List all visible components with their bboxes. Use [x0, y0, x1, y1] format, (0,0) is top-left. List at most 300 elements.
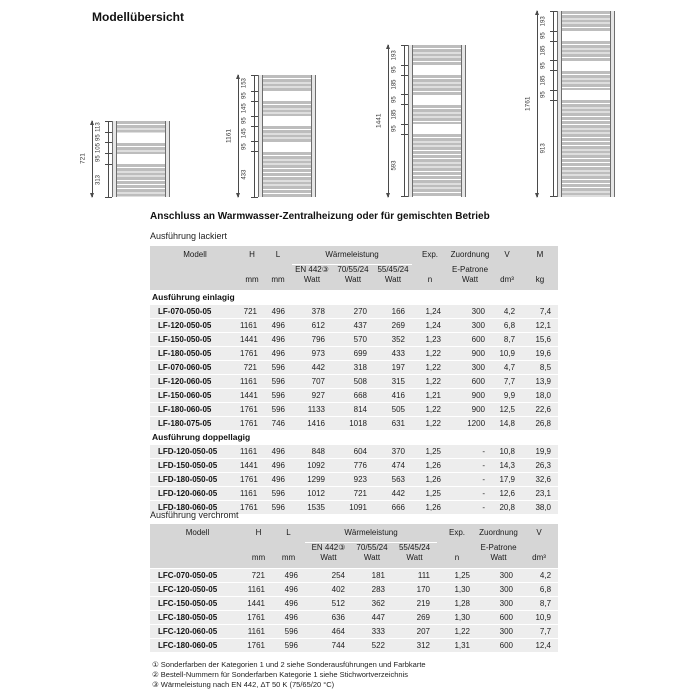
table-row: [150, 389, 558, 403]
column-header: [245, 543, 272, 554]
dimension-segment: [541, 31, 557, 41]
dimension-label: 95: [241, 92, 248, 100]
value-cell: 1,30: [437, 583, 477, 597]
value-cell: 300: [477, 583, 520, 597]
value-cell: 166: [374, 305, 412, 319]
model-cell: LF-070-050-05: [150, 305, 240, 319]
dimension-label: 313: [95, 175, 102, 186]
model-cell: LF-180-075-05: [150, 417, 240, 431]
value-cell: 433: [374, 347, 412, 361]
table-row: [150, 347, 558, 361]
column-header: [437, 543, 477, 554]
value-cell: 746: [264, 417, 292, 431]
value-cell: 796: [292, 333, 332, 347]
value-cell: 7,4: [522, 305, 558, 319]
value-cell: 1,31: [437, 639, 477, 653]
group-heading: Ausführung doppellagig: [150, 430, 558, 445]
column-header: 55/45/24: [392, 543, 437, 554]
segment-dimension-chain: [392, 45, 408, 197]
value-cell: 1,22: [437, 625, 477, 639]
value-cell: 596: [264, 501, 292, 515]
dimension-label: 95: [391, 67, 398, 74]
value-cell: 1761: [245, 639, 272, 653]
towel-gap: [117, 133, 165, 143]
value-cell: 254: [305, 569, 352, 583]
value-cell: 15,6: [522, 333, 558, 347]
value-cell: 900: [448, 389, 492, 403]
column-header: 55/45/24: [374, 265, 412, 276]
value-cell: 973: [292, 347, 332, 361]
value-cell: 12,5: [492, 403, 522, 417]
radiator-drawings: [0, 0, 700, 205]
side-rail: [557, 11, 562, 197]
value-cell: 197: [374, 361, 412, 375]
value-cell: 283: [352, 583, 392, 597]
value-cell: -: [448, 459, 492, 473]
value-cell: 631: [374, 417, 412, 431]
dimension-label: 913: [540, 143, 547, 154]
value-cell: 6,8: [492, 319, 522, 333]
value-cell: 4,7: [492, 361, 522, 375]
column-header: E-Patrone: [448, 265, 492, 276]
footnotes: [152, 660, 426, 690]
value-cell: 1,23: [412, 333, 448, 347]
dimension-label: 185: [540, 75, 547, 86]
model-cell: LFC-180-050-05: [150, 611, 245, 625]
column-header: Watt: [305, 553, 352, 569]
column-header: Watt: [374, 275, 412, 290]
side-rail: [408, 45, 413, 197]
value-cell: 1441: [240, 459, 264, 473]
model-cell: LFC-070-050-05: [150, 569, 245, 583]
value-cell: 315: [374, 375, 412, 389]
dimension-label: 185: [540, 46, 547, 57]
value-cell: 636: [305, 611, 352, 625]
tube-group: [562, 41, 610, 61]
value-cell: 1299: [292, 473, 332, 487]
tube-group: [263, 101, 311, 116]
value-cell: 596: [264, 403, 292, 417]
value-cell: 312: [392, 639, 437, 653]
towel-gap: [263, 91, 311, 101]
value-cell: 570: [332, 333, 374, 347]
value-cell: 23,1: [522, 487, 558, 501]
value-cell: 300: [448, 305, 492, 319]
column-header: H: [240, 246, 264, 265]
value-cell: 604: [332, 445, 374, 459]
dimension-segment: [96, 143, 112, 154]
value-cell: 1,26: [412, 473, 448, 487]
value-cell: 1441: [240, 333, 264, 347]
value-cell: 6,8: [520, 583, 558, 597]
column-header: [150, 265, 240, 276]
value-cell: 13,9: [522, 375, 558, 389]
overall-height-label: 1161: [225, 129, 233, 143]
value-cell: 10,9: [520, 611, 558, 625]
value-cell: 1,25: [412, 487, 448, 501]
footnote-line: ① Sonderfarben der Kategorien 1 und 2 siehe Sonderausführungen und Farbkarte: [152, 660, 426, 669]
column-header: H: [245, 524, 272, 543]
value-cell: 402: [305, 583, 352, 597]
value-cell: 1,22: [412, 403, 448, 417]
tube-group: [562, 11, 610, 31]
column-header: EN 442③: [305, 543, 352, 554]
value-cell: 1761: [240, 501, 264, 515]
page-title: Modellübersicht: [92, 10, 185, 24]
tube-group: [117, 164, 165, 197]
model-cell: LFC-180-060-05: [150, 639, 245, 653]
side-rail: [112, 121, 117, 197]
table-row: [150, 583, 558, 597]
header-row: [150, 543, 558, 554]
tube-group: [413, 134, 461, 197]
group-heading: Ausführung einlagig: [150, 290, 558, 305]
dimension-label: 185: [391, 109, 398, 120]
value-cell: 474: [374, 459, 412, 473]
tube-group: [413, 105, 461, 125]
radiator-body: [557, 11, 615, 197]
model-cell: LFC-150-050-05: [150, 597, 245, 611]
model-cell: LFD-180-060-05: [150, 501, 240, 515]
table-row: [150, 403, 558, 417]
overall-height-label: 1441: [375, 113, 383, 129]
radiator-drawing-721: [79, 121, 170, 197]
column-header: [412, 265, 448, 276]
dimension-label: 185: [391, 80, 398, 91]
value-cell: 8,5: [522, 361, 558, 375]
value-cell: 1535: [292, 501, 332, 515]
column-header: Watt: [352, 553, 392, 569]
value-cell: 848: [292, 445, 332, 459]
header-row: [150, 265, 558, 276]
value-cell: 1161: [240, 487, 264, 501]
value-cell: 17,9: [492, 473, 522, 487]
value-cell: 744: [305, 639, 352, 653]
towel-gap: [263, 116, 311, 126]
group-heading-row: [150, 290, 558, 305]
value-cell: 496: [272, 597, 305, 611]
side-rail: [461, 45, 466, 197]
dimension-label: 95: [391, 96, 398, 104]
dimension-label: 95: [241, 143, 248, 151]
tube-group: [263, 126, 311, 141]
dimension-label: 105: [95, 143, 102, 154]
table-row: [150, 611, 558, 625]
column-header: Modell: [150, 524, 245, 543]
value-cell: 416: [374, 389, 412, 403]
column-header: Exp.: [412, 246, 448, 265]
table-caption-lackiert: Ausführung lackiert: [150, 231, 228, 241]
dimension-line: [388, 45, 389, 197]
dimension-segment: [242, 126, 258, 141]
model-cell: LFD-150-050-05: [150, 459, 240, 473]
model-cell: LFC-120-060-05: [150, 625, 245, 639]
value-cell: 38,0: [522, 501, 558, 515]
column-header: Modell: [150, 246, 240, 265]
column-header: Wärmeleistung: [305, 524, 437, 543]
value-cell: 9,9: [492, 389, 522, 403]
radiator-body: [408, 45, 466, 197]
value-cell: 1161: [245, 625, 272, 639]
column-header: [240, 265, 264, 276]
dimension-segment: [541, 11, 557, 31]
value-cell: 333: [352, 625, 392, 639]
value-cell: 666: [374, 501, 412, 515]
table-row: [150, 445, 558, 459]
model-cell: LFD-120-050-05: [150, 445, 240, 459]
value-cell: 1,21: [412, 389, 448, 403]
model-cell: LFD-120-060-05: [150, 487, 240, 501]
column-header: L: [264, 246, 292, 265]
column-header: mm: [272, 553, 305, 569]
value-cell: 1,22: [412, 375, 448, 389]
value-cell: 1161: [240, 319, 264, 333]
value-cell: 1761: [240, 473, 264, 487]
value-cell: 18,0: [522, 389, 558, 403]
value-cell: 170: [392, 583, 437, 597]
value-cell: 442: [292, 361, 332, 375]
value-cell: 1012: [292, 487, 332, 501]
value-cell: 19,6: [522, 347, 558, 361]
table-row: [150, 361, 558, 375]
value-cell: 8,7: [492, 333, 522, 347]
dimension-segment: [96, 154, 112, 164]
column-header: Zuordnung: [448, 246, 492, 265]
value-cell: 512: [305, 597, 352, 611]
value-cell: 1,26: [412, 459, 448, 473]
value-cell: 4,2: [520, 569, 558, 583]
value-cell: 496: [264, 473, 292, 487]
table-row: [150, 375, 558, 389]
value-cell: 32,6: [522, 473, 558, 487]
column-header: [150, 543, 245, 554]
value-cell: 370: [374, 445, 412, 459]
dimension-label: 95: [95, 134, 102, 142]
dimension-line: [238, 75, 239, 197]
column-header: V: [492, 246, 522, 265]
value-cell: 612: [292, 319, 332, 333]
value-cell: 505: [374, 403, 412, 417]
tube-group: [562, 71, 610, 91]
column-header: kg: [522, 275, 558, 290]
dimension-label: 95: [391, 126, 398, 133]
value-cell: 464: [305, 625, 352, 639]
towel-gap: [413, 65, 461, 75]
side-rail: [258, 75, 263, 197]
value-cell: 600: [477, 639, 520, 653]
column-header: dm³: [492, 275, 522, 290]
table-row: [150, 487, 558, 501]
column-header: mm: [245, 553, 272, 569]
value-cell: 596: [264, 389, 292, 403]
value-cell: 14,8: [492, 417, 522, 431]
dimension-label: 95: [540, 92, 547, 99]
value-cell: 26,3: [522, 459, 558, 473]
value-cell: -: [448, 445, 492, 459]
table-row: [150, 417, 558, 431]
tube-group: [117, 143, 165, 154]
table-row: [150, 473, 558, 487]
header-row: [150, 246, 558, 265]
dimension-label: 145: [241, 129, 248, 140]
value-cell: 1,26: [412, 501, 448, 515]
dimension-segment: [242, 116, 258, 126]
column-header: mm: [264, 275, 292, 290]
model-cell: LF-180-060-05: [150, 403, 240, 417]
value-cell: 1091: [332, 501, 374, 515]
model-cell: LFC-120-050-05: [150, 583, 245, 597]
column-header: Watt: [292, 275, 332, 290]
dimension-label: 95: [540, 62, 547, 70]
value-cell: 814: [332, 403, 374, 417]
model-cell: LF-120-050-05: [150, 319, 240, 333]
column-header: 70/55/24: [352, 543, 392, 554]
dimension-label: 593: [391, 160, 398, 171]
radiator-drawing-1161: [225, 75, 316, 197]
dimension-line: [537, 11, 538, 197]
value-cell: 496: [264, 305, 292, 319]
value-cell: 508: [332, 375, 374, 389]
value-cell: 318: [332, 361, 374, 375]
value-cell: 269: [374, 319, 412, 333]
column-header: [150, 275, 240, 290]
value-cell: 19,9: [522, 445, 558, 459]
value-cell: 522: [352, 639, 392, 653]
model-cell: LF-180-050-05: [150, 347, 240, 361]
model-cell: LF-150-050-05: [150, 333, 240, 347]
value-cell: 22,6: [522, 403, 558, 417]
side-rail: [165, 121, 170, 197]
table-caption-verchromt: Ausführung verchromt: [150, 510, 239, 520]
value-cell: 12,1: [522, 319, 558, 333]
value-cell: 1161: [240, 445, 264, 459]
value-cell: 596: [272, 625, 305, 639]
dimension-segment: [541, 41, 557, 61]
table-row: [150, 625, 558, 639]
value-cell: 26,8: [522, 417, 558, 431]
value-cell: 1,25: [412, 445, 448, 459]
dimension-label: 95: [241, 118, 248, 125]
value-cell: 1761: [240, 417, 264, 431]
dimension-segment: [541, 71, 557, 91]
column-header: [522, 265, 558, 276]
value-cell: 1,24: [412, 305, 448, 319]
table-row: [150, 639, 558, 653]
value-cell: 900: [448, 347, 492, 361]
header-row: [150, 275, 558, 290]
column-header: n: [412, 275, 448, 290]
value-cell: 699: [332, 347, 374, 361]
value-cell: 1092: [292, 459, 332, 473]
column-header: Exp.: [437, 524, 477, 543]
value-cell: 1761: [245, 611, 272, 625]
radiator-drawing-1441: [375, 45, 466, 197]
value-cell: 596: [272, 639, 305, 653]
dimension-segment: [96, 121, 112, 133]
column-header: Watt: [392, 553, 437, 569]
segment-dimension-chain: [541, 11, 557, 197]
value-cell: 600: [477, 611, 520, 625]
column-header: [492, 265, 522, 276]
value-cell: 721: [240, 305, 264, 319]
model-cell: LF-070-060-05: [150, 361, 240, 375]
dimension-label: 95: [95, 155, 102, 163]
value-cell: 1441: [245, 597, 272, 611]
column-header: M: [522, 246, 558, 265]
model-cell: LFD-180-050-05: [150, 473, 240, 487]
value-cell: 496: [272, 611, 305, 625]
value-cell: 111: [392, 569, 437, 583]
value-cell: 923: [332, 473, 374, 487]
value-cell: 776: [332, 459, 374, 473]
tube-group: [263, 152, 311, 198]
value-cell: 1761: [240, 403, 264, 417]
value-cell: 8,7: [520, 597, 558, 611]
column-header: 70/55/24: [332, 265, 374, 276]
value-cell: -: [448, 473, 492, 487]
dimension-label: 95: [540, 33, 547, 40]
overall-height-label: 1761: [524, 96, 532, 112]
value-cell: 1161: [240, 375, 264, 389]
dimension-segment: [392, 124, 408, 134]
table-row: [150, 305, 558, 319]
value-cell: 1200: [448, 417, 492, 431]
value-cell: 4,2: [492, 305, 522, 319]
segment-dimension-chain: [96, 121, 112, 197]
dimension-label: 153: [241, 78, 248, 89]
dimension-segment: [242, 152, 258, 198]
dimension-segment: [541, 61, 557, 71]
value-cell: -: [448, 501, 492, 515]
value-cell: 1761: [240, 347, 264, 361]
column-header: Wärmeleistung: [292, 246, 412, 265]
column-header: E-Patrone: [477, 543, 520, 554]
dimension-segment: [392, 95, 408, 105]
value-cell: 668: [332, 389, 374, 403]
column-header: EN 442③: [292, 265, 332, 276]
value-cell: 496: [272, 583, 305, 597]
towel-gap: [117, 154, 165, 164]
towel-gap: [413, 95, 461, 105]
value-cell: 447: [352, 611, 392, 625]
dimension-segment: [541, 100, 557, 196]
section-heading: Anschluss an Warmwasser-Zentralheizung oder für gemischten Betrieb: [150, 211, 490, 222]
value-cell: 300: [448, 361, 492, 375]
table-verchromt: [150, 524, 558, 652]
column-header: Watt: [448, 275, 492, 290]
dimension-segment: [392, 75, 408, 95]
column-header: dm³: [520, 553, 558, 569]
value-cell: 1133: [292, 403, 332, 417]
value-cell: 1161: [245, 583, 272, 597]
value-cell: 496: [264, 445, 292, 459]
value-cell: 496: [272, 569, 305, 583]
tube-group: [117, 121, 165, 133]
radiator-body: [258, 75, 316, 197]
table-row: [150, 333, 558, 347]
dimension-segment: [242, 91, 258, 101]
dimension-label: 193: [391, 50, 398, 61]
value-cell: 12,6: [492, 487, 522, 501]
value-cell: 10,9: [492, 347, 522, 361]
value-cell: 721: [332, 487, 374, 501]
dimension-label: 145: [241, 103, 248, 114]
value-cell: 12,4: [520, 639, 558, 653]
dimension-segment: [392, 105, 408, 125]
towel-gap: [562, 90, 610, 100]
model-cell: LF-120-060-05: [150, 375, 240, 389]
dimension-label: 193: [540, 16, 547, 27]
